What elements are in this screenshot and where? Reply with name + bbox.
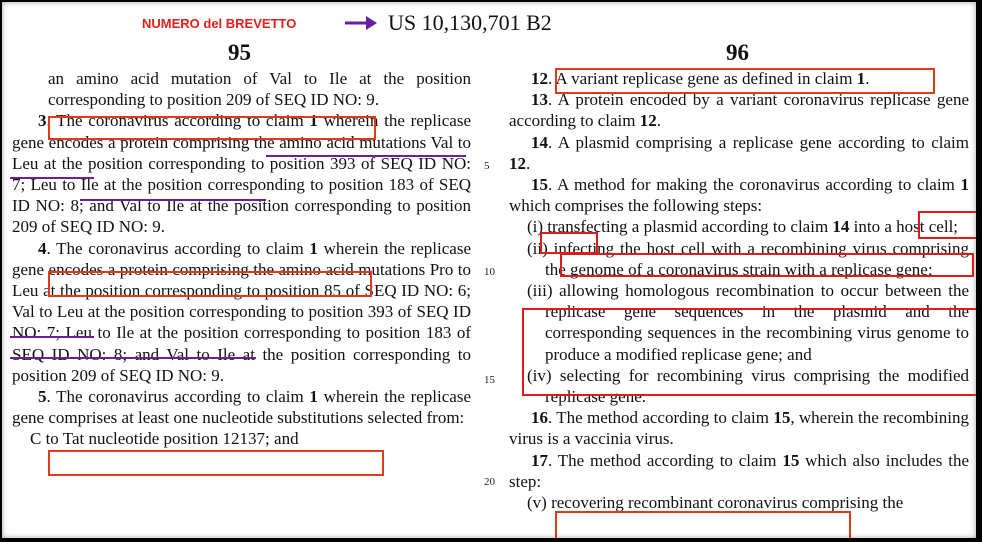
claim-text: , wherein the recombining virus is a vaccinia virus.: [509, 408, 969, 449]
highlight-box-step-v: [555, 511, 851, 538]
claim-ref: 1: [309, 387, 318, 407]
claim-number: 4: [38, 238, 47, 258]
claim-ref: 1: [309, 111, 318, 131]
step-iii: (iii) allowing homologous recombination to occur between the replicase gene sequences in the plasmid and the corresponding sequences in the recombining virus genome to produce a modified replicase gene; and: [527, 281, 969, 364]
claim-ref: 12: [639, 111, 657, 131]
claim-2-tail: an amino acid mutation of Val to Ile at the position corresponding to position 209 of SEQ ID NO: 9.: [48, 69, 471, 110]
claim-number: 17: [531, 450, 548, 470]
claim-3: [12, 110, 471, 237]
claim-number: 3: [38, 111, 47, 131]
claim-ref: 15: [782, 450, 800, 470]
claim-number: 5: [38, 387, 47, 407]
claim-number: 14: [531, 132, 548, 152]
claim-text: .: [656, 111, 662, 131]
step-text: (i) transfecting a plasmid according to claim: [527, 217, 833, 237]
claim-ref: 12: [509, 153, 526, 173]
patent-number: US 10,130,701 B2: [388, 10, 552, 35]
patent-number-label: NUMERO del BREVETTO: [142, 16, 297, 31]
step-iv: (iv) selecting for recombining virus comprising the modified replicase gene.: [527, 365, 969, 407]
claim-13: [509, 89, 969, 131]
right-column: [509, 68, 969, 513]
claim-text: . A variant replicase gene as defined in claim: [548, 69, 857, 88]
claim-ref: 1: [309, 238, 318, 258]
highlight-box-claim-5: [48, 450, 384, 476]
claim-text: wherein the replicase gene comprises at least one nucleotide substitutions selected from:: [12, 387, 471, 428]
claim-5: [12, 386, 471, 428]
claim-15: [509, 174, 969, 216]
line-number: 15: [484, 374, 495, 386]
claim-text: . The coronavirus according to claim: [46, 238, 310, 258]
column-number-left: 95: [228, 40, 251, 65]
step-v: (v) recovering recombinant coronavirus comprising the: [527, 493, 904, 513]
claim-12: [509, 68, 969, 89]
patent-page: [2, 2, 976, 538]
claim-14: [509, 132, 969, 174]
claim-text: . The coronavirus according to claim: [46, 387, 310, 407]
claim-ref: 14: [832, 217, 850, 237]
claim-text: . The method according to claim: [548, 408, 774, 428]
step-text: into a host cell;: [849, 217, 959, 237]
left-column: [12, 68, 471, 450]
claim-number: 12: [531, 69, 548, 88]
claim-number: 15: [531, 175, 548, 195]
step-ii: (ii) infecting the host cell with a recombining virus comprising the genome of a coronavirus strain with a replicase gene;: [527, 238, 969, 279]
claim-text: wherein the replicase gene encodes a protein comprising the amino acid mutations Val to Leu at the position corresponding to position 393 of SEQ ID NO: 7; Leu to Ile at the position corresponding to position 183 of SEQ ID NO: 8; and Val to Ile at the position corresponding to position 209 of SEQ ID NO: 9.: [12, 111, 471, 237]
claim-text: . The coronavirus according to claim: [46, 111, 310, 131]
step-i: [509, 216, 969, 237]
claim-ref: 1: [856, 69, 866, 88]
claim-text: .: [865, 69, 870, 88]
arrow-right-icon: [344, 14, 378, 32]
claim-number: 16: [531, 408, 548, 428]
claim-ref: 1: [960, 175, 969, 195]
claim-text: which also includes the step:: [509, 450, 969, 491]
claim-text: . A plasmid comprising a replicase gene according to claim: [548, 132, 969, 152]
claim-number: 13: [531, 90, 548, 110]
line-number: 10: [484, 266, 495, 278]
claim-text: . The method according to claim: [548, 450, 783, 470]
claim-4: [12, 238, 471, 386]
claim-text: which comprises the following steps:: [509, 196, 763, 216]
claim-ref: 15: [773, 408, 791, 428]
claim-text: . A method for making the coronavirus according to claim: [548, 175, 961, 195]
claim-text: wherein the replicase gene encodes a protein comprising the amino acid mutations Pro to Leu at the position corresponding to position 85 of SEQ ID NO: 6; Val to Leu at the position corresponding to position 393 of SEQ ID NO: 7; Leu to Ile at the position corresponding to position 183 of SEQ ID NO: 8; and Val to Ile at the position corresponding to position 209 of SEQ ID NO: 9.: [12, 238, 471, 385]
claim-17: [509, 450, 969, 492]
claim-text: .: [526, 153, 531, 173]
patent-number-header: [2, 10, 976, 36]
column-number-right: 96: [726, 40, 749, 65]
line-number: 5: [484, 160, 490, 172]
line-number: 20: [484, 476, 495, 488]
claim-16: [509, 407, 969, 449]
claim-5-item: C to Tat nucleotide position 12137; and: [30, 429, 299, 449]
claim-text: . A protein encoded by a variant coronavirus replicase gene according to claim: [509, 90, 969, 131]
